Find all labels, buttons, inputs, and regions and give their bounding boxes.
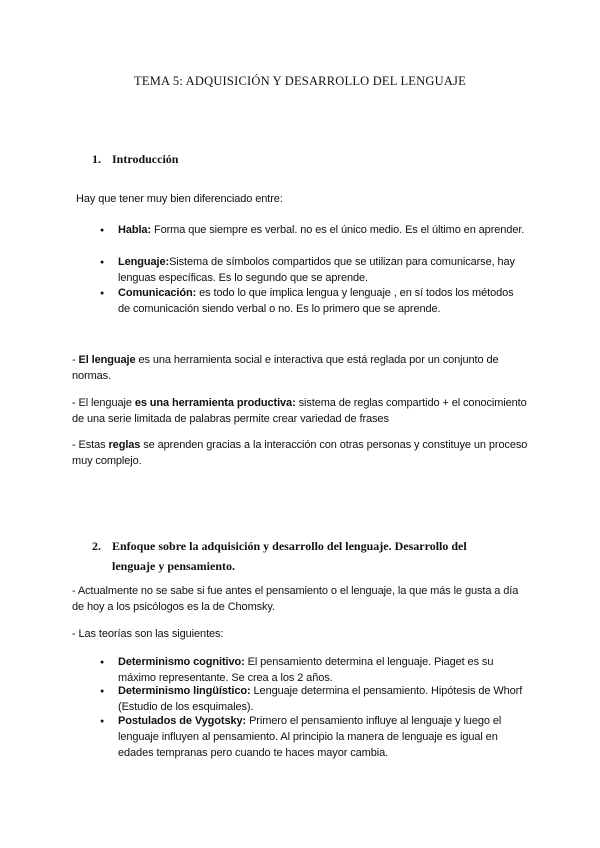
paragraph: - El lenguaje es una herramienta productiva: sistema de reglas compartido + el conocimiento de una serie limitada de palabras permite crear variedad de frases <box>72 397 527 425</box>
section-1-intro: Hay que tener muy bien diferenciado entre: <box>76 193 283 205</box>
bullet-icon: ● <box>100 718 105 725</box>
bullet-term: Determinismo lingüístico: <box>118 685 251 697</box>
bullet-text: es todo lo que implica lengua y lenguaje , en sí todos los métodos de comunicación siendo verbal o no. Es lo primero que se aprende. <box>118 287 514 315</box>
section-1-heading <box>92 152 178 167</box>
section-2-bullet-list <box>100 654 528 761</box>
bullet-icon: ● <box>100 688 105 695</box>
paragraph: - Las teorías son las siguientes: <box>72 628 224 640</box>
paragraph: - Actualmente no se sabe si fue antes el pensamiento o el lenguaje, la que más le gusta a día de hoy a los psicólogos es la de Chomsky. <box>72 585 519 613</box>
list-item <box>100 254 528 285</box>
section-1-bullet-list <box>100 222 528 317</box>
bullet-icon: ● <box>100 659 105 666</box>
section-1-number: 1. <box>92 152 101 166</box>
bullet-text: Lenguaje determina el pensamiento. Hipótesis de Whorf (Estudio de los esquimales). <box>118 685 523 713</box>
section-2-title-line-2: lenguaje y pensamiento. <box>112 559 235 573</box>
bullet-term: Determinismo cognitivo: <box>118 656 245 668</box>
paragraph: - El lenguaje es una herramienta social e interactiva que está reglada por un conjunto de normas. <box>72 354 499 382</box>
bullet-text: Primero el pensamiento influye al lenguaje y luego el lenguaje influyen al pensamiento. Al principio la manera de lenguaje es igual en edades tempranas pero cuando te haces mayor cambia. <box>118 715 502 759</box>
bullet-text: Forma que siempre es verbal. no es el único medio. Es el último en aprender. <box>151 224 525 236</box>
section-1-title: Introducción <box>112 152 179 166</box>
bullet-icon: ● <box>100 290 105 297</box>
bullet-term: Lenguaje: <box>118 256 170 268</box>
list-item <box>100 285 528 317</box>
bullet-term: Comunicación: <box>118 287 197 299</box>
bullet-term: Postulados de Vygotsky: <box>118 715 247 727</box>
section-2-number: 2. <box>92 539 101 553</box>
list-item <box>100 683 528 713</box>
paragraph: - Estas reglas se aprenden gracias a la interacción con otras personas y constituye un proceso muy complejo. <box>72 439 528 467</box>
list-item <box>100 222 528 254</box>
bullet-text: Sistema de símbolos compartidos que se utilizan para comunicarse, hay lenguas específicas. Es lo segundo que se aprende. <box>118 256 515 284</box>
list-item <box>100 713 528 761</box>
bullet-text: El pensamiento determina el lenguaje. Piaget es su máximo representante. Se crea a los 2 años. <box>118 656 494 684</box>
bullet-icon: ● <box>100 227 105 234</box>
section-2-title-line-1: Enfoque sobre la adquisición y desarrollo del lenguaje. Desarrollo del <box>112 539 467 553</box>
bullet-term: Habla: <box>118 224 152 236</box>
section-2-heading <box>92 536 512 576</box>
list-item <box>100 654 528 684</box>
bullet-icon: ● <box>100 259 105 266</box>
document-title: TEMA 5: ADQUISICIÓN Y DESARROLLO DEL LENGUAJE <box>134 74 466 88</box>
